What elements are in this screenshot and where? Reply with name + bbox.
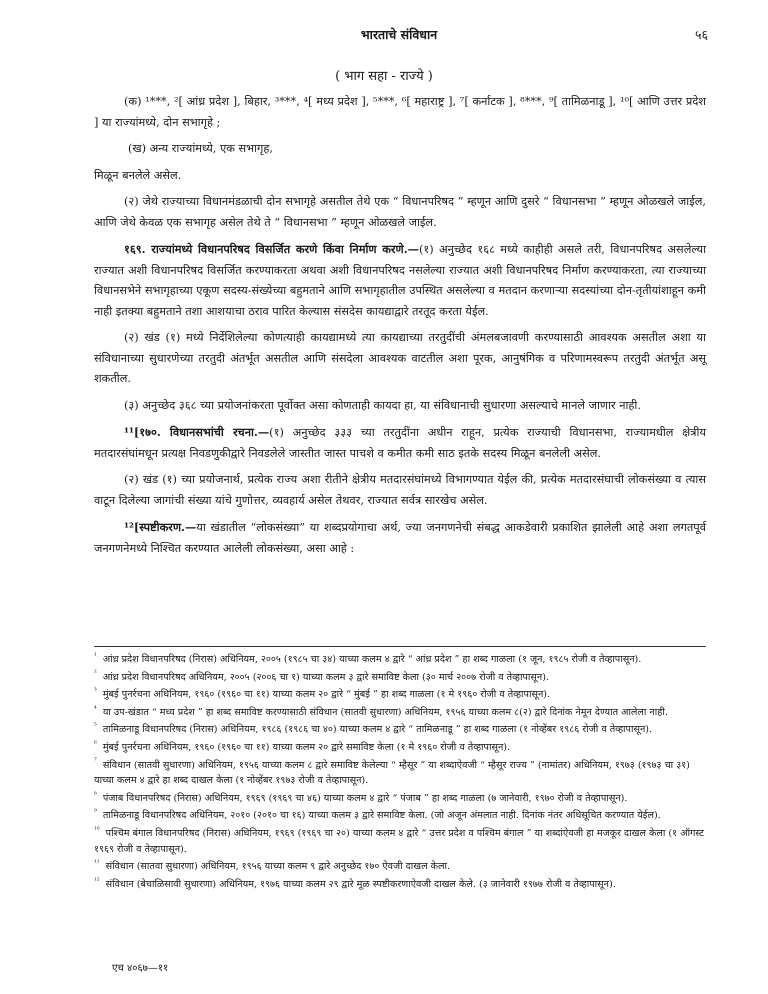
footnote-mark: ¹⁰ bbox=[94, 825, 100, 834]
footnote-text: संविधान (सातवी सुधारणा) अधिनियम, १९५६ याच्या कलम ८ द्वारे समाविष्ट केलेल्या “ म्हैसूर ” या शब्दाऐवजी “ म्हैसूर राज्य ” (नामांतर) अधिनियम, १९७३ (१९७३ चा ३१) याच्या कलम ४ द्वारे हा शब्द दाखल केला (१ नोव्हेंबर १९७३ रोजी व तेव्हापासून). bbox=[94, 759, 690, 787]
article-170 bbox=[94, 422, 706, 464]
footnote bbox=[94, 877, 708, 893]
explanation-mark: ¹²[ bbox=[124, 520, 140, 534]
footnote-mark: ¹¹ bbox=[94, 858, 100, 867]
footnote-text: मुंबई पुनर्रचना अधिनियम, १९६० (१९६० चा ११) याच्या कलम २० द्वारे “ मुंबई ” हा शब्द गाळला (१ मे १९६० रोजी व तेव्हापासून). bbox=[102, 689, 551, 701]
article-169-title: १६९. राज्यांमध्ये विधानपरिषद विसर्जित करणे किंवा निर्माण करणे.— bbox=[124, 242, 419, 256]
footnote-mark: ² bbox=[94, 669, 97, 678]
explanation-title: स्पष्टीकरण.— bbox=[139, 520, 197, 534]
footnote-text: या उप-खंडात “ मध्य प्रदेश ” हा शब्द समाविष्ट करण्यासाठी संविधान (सातवी सुधारणा) अधिनियम, १९५६ याच्या कलम ८(२) द्वारे दिनांक नेमून देण्यात आलेला नाही. bbox=[102, 706, 668, 718]
footnote-text: पश्चिम बंगाल विधानपरिषद (निरास) अधिनियम, १९६९ (१९६९ चा २०) याच्या कलम ४ द्वारे “ उत्तर प्रदेश व पश्चिम बंगाल ” या शब्दांऐवजी हा मजकूर दाखल केला (१ ऑगस्ट १९६९ रोजी व तेव्हापासून). bbox=[94, 827, 704, 855]
clause-closing: मिळून बनलेले असेल. bbox=[94, 168, 182, 182]
article-169-clause-1: (१) अनुच्छेद १६८ मध्ये काहीही असले तरी, विधानपरिषद असलेल्या राज्यात अशी विधानपरिषद विसर्जित करण्याकरता अथवा अशी विधानपरिषद नसलेल्या राज्यात अशी विधानपरिषद निर्माण करण्याकरता, त्या राज्याच्या विधानसभेने सभागृहाच्या एकूण सदस्य-संख्येच्या बहुमताने आणि सभागृहातील उपस्थित असलेल्या व मतदान करणाऱ्या सदस्यांच्या दोन-तृतीयांशाहून कमी नाही इतक्या बहुमताने तशा आशयाचा ठराव पारित केल्यास संसदेस कायद्याद्वारे तरतूद करता येईल. bbox=[94, 243, 706, 318]
part-heading: ( भाग सहा - राज्ये ) bbox=[335, 69, 433, 84]
footnote bbox=[94, 652, 708, 668]
footnote bbox=[94, 808, 708, 824]
footnote-mark: ¹² bbox=[94, 876, 100, 885]
article-170-explanation bbox=[94, 517, 706, 559]
explanation-text: या खंडातील “लोकसंख्या” या शब्दप्रयोगाचा अर्थ, ज्या जनगणनेची संबद्ध आकडेवारी प्रकाशित झालेली आहे अशा लगतपूर्व जनगणनेमध्ये निश्चित करण्यात आलेली लोकसंख्या, असा आहे : bbox=[94, 521, 706, 555]
footnote bbox=[94, 705, 708, 721]
footnote-divider bbox=[94, 646, 706, 647]
print-code: एच ४०६७—११ bbox=[112, 963, 169, 974]
clause-ka: (क) ¹***, ²[ आंध्र प्रदेश ], बिहार, ³***, ⁴[ मध्य प्रदेश ], ⁵***, ⁶[ महाराष्ट्र ], ⁷[ कर्नाटक ], ⁸***, ⁹[ तामिळनाडू ], ¹⁰[ आणि उत्तर प्रदेश ] या राज्यांमध्ये, दोन सभागृहे ; bbox=[94, 95, 706, 129]
article-170-clause-1: (१) अनुच्छेद ३३३ च्या तरतुदींना अधीन राहून, प्रत्येक राज्याची विधानसभा, राज्यामधील क्षेत्रीय मतदारसंघांमधून प्रत्यक्ष निवडणुकीद्वारे निवडलेले जास्तीत जास्त पाचशे व कमीत कमी साठ इतके सदस्य मिळून बनलेली असेल. bbox=[94, 426, 706, 460]
footnote-mark: ¹ bbox=[94, 651, 97, 660]
footnote bbox=[94, 791, 708, 807]
page-header bbox=[90, 26, 708, 46]
article-170-clause-2: (२) खंड (१) च्या प्रयोजनार्थ, प्रत्येक राज्य अशा रीतीने क्षेत्रीय मतदारसंघांमध्ये विभागण्यात येईल की, प्रत्येक मतदारसंघाची लोकसंख्या व त्यास वाटून दिलेल्या जागांची संख्या यांचे गुणोत्तर, व्यवहार्य असेल तेथवर, राज्यात सर्वत्र सारखेच असेल. bbox=[94, 473, 706, 507]
footnote bbox=[94, 826, 708, 857]
footnote-mark: ⁹ bbox=[94, 808, 97, 817]
footnote-text: संविधान (सातवा सुधारणा) अधिनियम, १९५६ याच्या कलम ९ द्वारे अनुच्छेद १७० ऐवजी दाखल केला. bbox=[105, 861, 451, 873]
footnote-mark: ⁸ bbox=[94, 790, 97, 799]
footnote-mark: ⁴ bbox=[94, 704, 97, 713]
footnote bbox=[94, 722, 708, 738]
article-170-mark: ¹¹[ bbox=[124, 425, 140, 439]
footnote-text: संविधान (बेचाळिसावी सुधारणा) अधिनियम, १९७६ याच्या कलम २९ द्वारे मूळ स्पष्टीकरणाऐवजी दाखल केले. (३ जानेवारी १९७७ रोजी व तेव्हापासून). bbox=[105, 878, 616, 890]
footnotes bbox=[94, 652, 708, 894]
document-body bbox=[94, 92, 706, 565]
footnote bbox=[94, 758, 708, 789]
footnote bbox=[94, 670, 708, 686]
footnote-text: आंध्र प्रदेश विधानपरिषद (निरास) अधिनियम, २००५ (१९८५ चा ३४) याच्या कलम ४ द्वारे “ आंध्र प्रदेश ” हा शब्द गाळला (१ जून, १९८५ रोजी व तेव्हापासून). bbox=[102, 654, 642, 665]
footnote-text: मुंबई पुनर्रचना अधिनियम, १९६० (१९६० चा ११) याच्या कलम २० द्वारे समाविष्ट केला (१ मे १९६० रोजी व तेव्हापासून). bbox=[102, 741, 511, 753]
clause-kha: (ख) अन्य राज्यांमध्ये, एक सभागृह, bbox=[128, 142, 273, 155]
footnote-text: तामिळनाडू विधानपरिषद (निरास) अधिनियम, १९८६ (१९८६ चा ४०) याच्या कलम ४ द्वारे “ तामिळनाडू ” हा शब्द गाळला (१ नोव्हेंबर १९८६ रोजी व तेव्हापासून). bbox=[102, 724, 653, 736]
page-number: ५६ bbox=[694, 27, 708, 42]
footnote-mark: ³ bbox=[94, 687, 97, 695]
clause-2-article-168: (२) जेथे राज्याच्या विधानमंडळाची दोन सभागृहे असतील तेथे एक “ विधानपरिषद ” म्हणून आणि दुसरे “ विधानसभा ” म्हणून ओळखले जाईल, आणि जेथे केवळ एक सभागृह असेल तेथे ते “ विधानसभा ” म्हणून ओळखले जाईल. bbox=[94, 195, 706, 229]
footnote-text: आंध्र प्रदेश विधानपरिषद अधिनियम, २००५ (२००६ चा १) याच्या कलम ३ द्वारे समाविष्ट केला (३० मार्च २००७ रोजी व तेव्हापासून). bbox=[102, 671, 549, 683]
article-170-title: १७०. विधानसभांची रचना.— bbox=[139, 425, 270, 439]
article-169-clause-2: (२) खंड (१) मध्ये निर्देशिलेल्या कोणत्याही कायद्यामध्ये त्या कायद्याच्या तरतुदींची अंमलबजावणी करण्यासाठी आवश्यक असतील अशा या संविधानाच्या सुधारणेच्या तरतुदी अंतर्भूत असतील आणि संसदेला आवश्यक वाटतील अशा पूरक, आनुषंगिक व परिणामस्वरूप तरतुदी अंतर्भूत असू शकतील. bbox=[94, 331, 706, 385]
footnote-mark: ⁷ bbox=[94, 757, 97, 766]
article-169 bbox=[94, 239, 706, 322]
article-169-clause-3: (३) अनुच्छेद ३६८ च्या प्रयोजनांकरता पूर्वोक्त असा कोणताही कायदा हा, या संविधानाची सुधारणा असल्याचे मानले जाणार नाही. bbox=[124, 398, 641, 412]
running-title: भारताचे संविधान bbox=[360, 27, 438, 42]
footnote-text: तामिळनाडू विधानपरिषद अधिनियम, २०१० (२०१० चा १६) याच्या कलम ३ द्वारे समाविष्ट केला. (जो अजून अंमलात नाही. दिनांक नंतर अधिसूचित करण्यात येईल). bbox=[102, 810, 661, 822]
footnote bbox=[94, 740, 708, 756]
footnote bbox=[94, 859, 708, 875]
footnote bbox=[94, 687, 708, 703]
footnote-text: पंजाब विधानपरिषद (निरास) अधिनियम, १९६९ (१९६९ चा ४६) याच्या कलम ४ द्वारे “ पंजाब ” हा शब्द गाळला (७ जानेवारी, १९७० रोजी व तेव्हापासून). bbox=[102, 792, 628, 804]
footnote-mark: ⁶ bbox=[94, 739, 97, 748]
footnote-mark: ⁵ bbox=[94, 722, 97, 731]
